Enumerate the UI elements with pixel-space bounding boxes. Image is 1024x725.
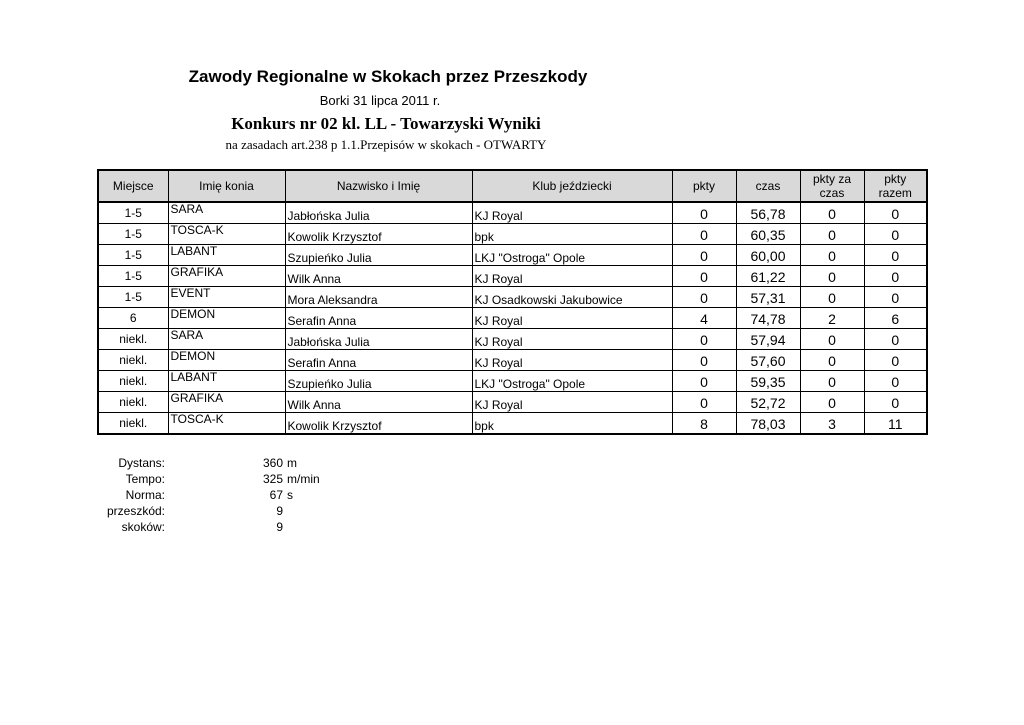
course-info-row <box>100 487 360 503</box>
table-row <box>98 371 927 392</box>
cell-time-points: 0 <box>800 202 864 224</box>
table-row <box>98 329 927 350</box>
cell-time-points: 0 <box>800 371 864 392</box>
cell-horse: DEMON <box>168 308 285 329</box>
cell-place: 1-5 <box>98 245 168 266</box>
cell-club: KJ Royal <box>472 202 672 224</box>
column-header-total-line2: razem <box>878 186 912 200</box>
course-info <box>100 455 360 535</box>
cell-points: 0 <box>672 245 736 266</box>
course-label: skoków: <box>121 520 165 534</box>
cell-horse: DEMON <box>168 350 285 371</box>
cell-time: 78,03 <box>736 413 800 435</box>
cell-place: 1-5 <box>98 202 168 224</box>
cell-place: 1-5 <box>98 287 168 308</box>
cell-rider: Serafin Anna <box>285 308 472 329</box>
cell-club: KJ Royal <box>472 329 672 350</box>
cell-total: 0 <box>864 329 927 350</box>
table-header-row <box>98 170 927 202</box>
course-value: 9 <box>276 504 283 518</box>
course-label: Dystans: <box>118 456 165 470</box>
cell-place: 1-5 <box>98 224 168 245</box>
competition-title: Zawody Regionalne w Skokach przez Przeszkody <box>188 67 588 86</box>
cell-points: 0 <box>672 287 736 308</box>
cell-place: niekl. <box>98 392 168 413</box>
course-value: 67 <box>269 488 283 502</box>
cell-horse: SARA <box>168 329 285 350</box>
table-row <box>98 392 927 413</box>
course-unit: s <box>287 488 293 502</box>
table-row <box>98 308 927 329</box>
cell-place: niekl. <box>98 350 168 371</box>
cell-rider: Serafin Anna <box>285 350 472 371</box>
rules-note: na zasadach art.238 p 1.1.Przepisów w skokach - OTWARTY <box>225 137 547 152</box>
cell-club: KJ Royal <box>472 308 672 329</box>
cell-rider: Jabłońska Julia <box>285 329 472 350</box>
table-row <box>98 413 927 435</box>
cell-club: LKJ "Ostroga" Opole <box>472 371 672 392</box>
cell-time-points: 0 <box>800 392 864 413</box>
cell-horse: GRAFIKA <box>168 266 285 287</box>
cell-rider: Kowolik Krzysztof <box>285 224 472 245</box>
course-info-row <box>100 503 360 519</box>
column-header-time: czas <box>736 170 800 202</box>
cell-place: 1-5 <box>98 266 168 287</box>
cell-total: 6 <box>864 308 927 329</box>
column-header-time-points <box>800 170 864 202</box>
course-info-row <box>100 519 360 535</box>
cell-time: 57,31 <box>736 287 800 308</box>
cell-total: 0 <box>864 350 927 371</box>
cell-club: KJ Royal <box>472 350 672 371</box>
course-label: przeszkód: <box>106 504 165 518</box>
cell-horse: LABANT <box>168 245 285 266</box>
cell-horse: SARA <box>168 202 285 224</box>
cell-total: 0 <box>864 392 927 413</box>
cell-points: 0 <box>672 392 736 413</box>
cell-points: 0 <box>672 329 736 350</box>
cell-club: KJ Royal <box>472 266 672 287</box>
cell-place: niekl. <box>98 413 168 435</box>
cell-place: niekl. <box>98 329 168 350</box>
course-info-row <box>100 455 360 471</box>
course-label: Tempo: <box>125 472 165 486</box>
cell-time-points: 3 <box>800 413 864 435</box>
column-header-total <box>864 170 927 202</box>
cell-total: 0 <box>864 245 927 266</box>
cell-horse: TOSCA-K <box>168 224 285 245</box>
cell-rider: Jabłońska Julia <box>285 202 472 224</box>
column-header-time-points-line1: pkty za <box>812 172 851 186</box>
table-row <box>98 266 927 287</box>
cell-time-points: 0 <box>800 350 864 371</box>
course-value: 360 <box>262 456 283 470</box>
column-header-total-line1: pkty <box>884 172 907 186</box>
results-body <box>98 202 927 434</box>
cell-time: 59,35 <box>736 371 800 392</box>
cell-rider: Szupieńko Julia <box>285 245 472 266</box>
cell-club: bpk <box>472 413 672 435</box>
cell-total: 11 <box>864 413 927 435</box>
cell-total: 0 <box>864 287 927 308</box>
cell-club: KJ Osadkowski Jakubowice <box>472 287 672 308</box>
course-unit: m/min <box>287 472 320 486</box>
cell-club: LKJ "Ostroga" Opole <box>472 245 672 266</box>
cell-club: KJ Royal <box>472 392 672 413</box>
cell-time-points: 0 <box>800 329 864 350</box>
cell-time: 52,72 <box>736 392 800 413</box>
cell-points: 0 <box>672 224 736 245</box>
cell-place: 6 <box>98 308 168 329</box>
table-row <box>98 350 927 371</box>
cell-rider: Mora Aleksandra <box>285 287 472 308</box>
course-value: 9 <box>276 520 283 534</box>
cell-time-points: 0 <box>800 266 864 287</box>
cell-time: 61,22 <box>736 266 800 287</box>
cell-total: 0 <box>864 371 927 392</box>
cell-place: niekl. <box>98 371 168 392</box>
cell-total: 0 <box>864 202 927 224</box>
cell-time: 57,94 <box>736 329 800 350</box>
course-info-row <box>100 471 360 487</box>
cell-time: 60,00 <box>736 245 800 266</box>
cell-time-points: 2 <box>800 308 864 329</box>
class-title: Konkurs nr 02 kl. LL - Towarzyski Wyniki <box>231 114 541 133</box>
cell-time-points: 0 <box>800 224 864 245</box>
cell-horse: LABANT <box>168 371 285 392</box>
cell-total: 0 <box>864 266 927 287</box>
competition-date: Borki 31 lipca 2011 r. <box>319 93 441 108</box>
cell-time: 56,78 <box>736 202 800 224</box>
cell-time: 57,60 <box>736 350 800 371</box>
column-header-club: Klub jeździecki <box>472 170 672 202</box>
table-row <box>98 287 927 308</box>
column-header-place: Miejsce <box>98 170 168 202</box>
cell-total: 0 <box>864 224 927 245</box>
column-header-rider: Nazwisko i Imię <box>285 170 472 202</box>
course-value: 325 <box>262 472 283 486</box>
cell-time-points: 0 <box>800 245 864 266</box>
cell-horse: TOSCA-K <box>168 413 285 435</box>
cell-horse: EVENT <box>168 287 285 308</box>
cell-points: 0 <box>672 202 736 224</box>
cell-points: 0 <box>672 371 736 392</box>
results-table <box>97 169 928 435</box>
cell-points: 8 <box>672 413 736 435</box>
cell-rider: Wilk Anna <box>285 266 472 287</box>
cell-time: 74,78 <box>736 308 800 329</box>
cell-points: 0 <box>672 266 736 287</box>
cell-rider: Kowolik Krzysztof <box>285 413 472 435</box>
cell-points: 0 <box>672 350 736 371</box>
table-row <box>98 245 927 266</box>
table-row <box>98 224 927 245</box>
column-header-time-points-line2: czas <box>819 186 845 200</box>
cell-club: bpk <box>472 224 672 245</box>
course-unit: m <box>287 456 297 470</box>
column-header-horse: Imię konia <box>168 170 285 202</box>
cell-time: 60,35 <box>736 224 800 245</box>
column-header-points: pkty <box>672 170 736 202</box>
cell-rider: Szupieńko Julia <box>285 371 472 392</box>
cell-points: 4 <box>672 308 736 329</box>
table-row <box>98 202 927 224</box>
cell-time-points: 0 <box>800 287 864 308</box>
course-label: Norma: <box>125 488 165 502</box>
cell-rider: Wilk Anna <box>285 392 472 413</box>
cell-horse: GRAFIKA <box>168 392 285 413</box>
